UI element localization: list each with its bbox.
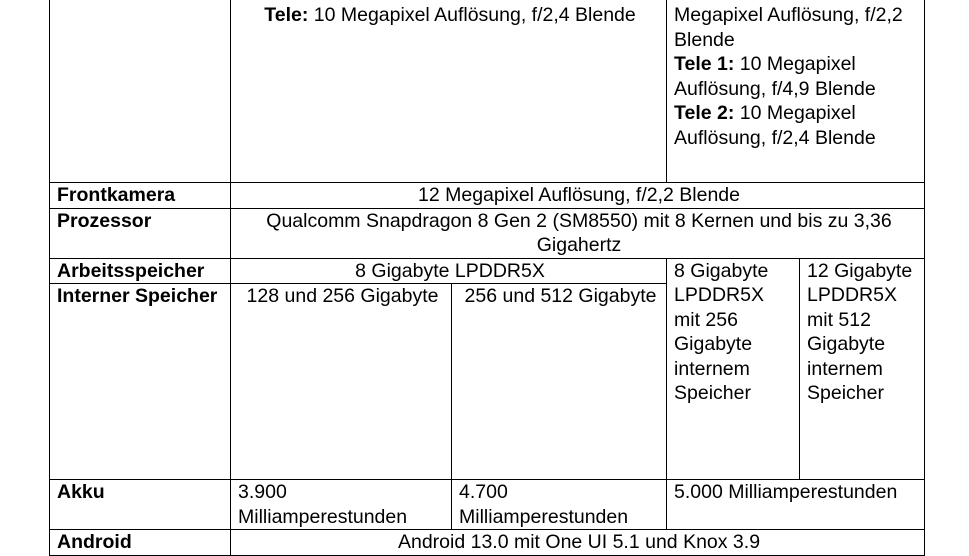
tele-label: Tele:: [264, 4, 309, 26]
label-arbeitsspeicher: Arbeitsspeicher: [50, 258, 231, 284]
spec-table: [49, 0, 925, 556]
speicher-col3-value: 8 Gigabyte LPDDR5X mit 256 Gigabyte internem Speicher: [667, 258, 800, 480]
akku-col2-value: 4.700 Milliamperestunden: [452, 480, 667, 530]
frontkamera-value: 12 Megapixel Auflösung, f/2,2 Blende: [231, 183, 925, 209]
uw-text: Megapixel Auflösung, f/2,2 Blende: [674, 4, 903, 51]
uw-label: [674, 0, 822, 2]
label-prozessor: Prozessor: [50, 208, 231, 258]
label-android: Android: [50, 530, 231, 556]
prozessor-value: Qualcomm Snapdragon 8 Gen 2 (SM8550) mit 8 Kernen und bis zu 3,36 Gigahertz: [231, 208, 925, 258]
speicher-col1-value: 128 und 256 Gigabyte: [231, 284, 452, 480]
row-frontkamera: [50, 183, 925, 209]
speicher-col4-value: 12 Gigabyte LPDDR5X mit 512 Gigabyte internem Speicher: [800, 258, 925, 480]
label-akku: Akku: [50, 480, 231, 530]
row-arbeitsspeicher: [50, 258, 925, 284]
tele2-label: Tele 2:: [674, 102, 735, 124]
hauptkamera-value-col4: [667, 0, 925, 183]
hauptkamera-col4-uw: [674, 0, 910, 52]
hauptkamera-col2-tele: [238, 3, 662, 28]
row-hauptkamera: [50, 0, 925, 183]
akku-col3-value: 5.000 Milliamperestunden: [667, 480, 925, 530]
tele1-label: Tele 1:: [674, 53, 735, 75]
row-prozessor: [50, 208, 925, 258]
speicher-col2-value: 256 und 512 Gigabyte: [452, 284, 667, 480]
row-akku: [50, 480, 925, 530]
akku-col1-value: 3.900 Milliamperestunden: [231, 480, 452, 530]
tele2-text: 10 Megapixel Auflösung, f/2,4 Blende: [674, 102, 876, 149]
tele-text: 10 Megapixel Auflösung, f/2,4 Blende: [308, 4, 636, 26]
hauptkamera-col4-tele2: [674, 101, 910, 150]
tele1-text: 10 Megapixel Auflösung, f/4,9 Blende: [674, 53, 876, 100]
row-android: [50, 530, 925, 556]
arbeitsspeicher-value: 8 Gigabyte LPDDR5X: [231, 258, 667, 284]
label-interner-speicher: Interner Speicher: [50, 284, 231, 480]
label-frontkamera: Frontkamera: [50, 183, 231, 209]
hauptkamera-col4-tele1: [674, 52, 910, 101]
label-hauptkamera: [50, 0, 231, 183]
android-value: Android 13.0 mit One UI 5.1 und Knox 3.9: [231, 530, 925, 556]
hauptkamera-value-col2: [231, 0, 667, 183]
